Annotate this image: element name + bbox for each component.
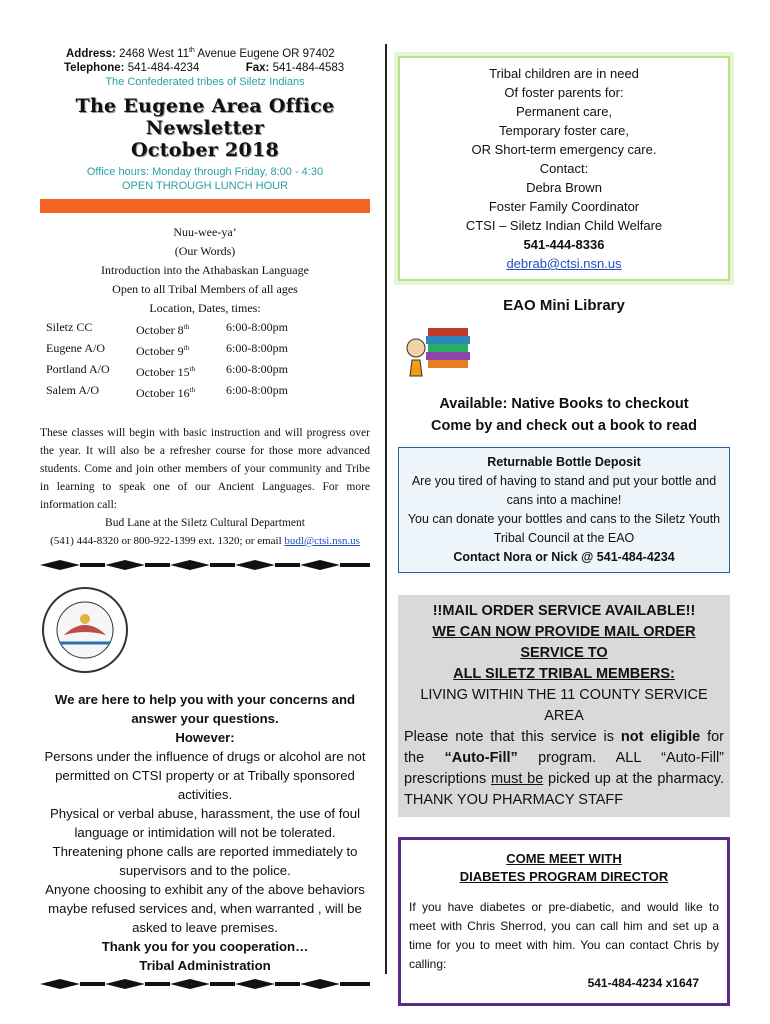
schedule-location: Salem A/O: [46, 382, 99, 397]
bottle-deposit-box: [398, 447, 730, 573]
language-class-info: [40, 223, 370, 318]
schedule-date: October 8th: [136, 322, 190, 337]
auto-fill-label: “Auto-Fill”: [444, 750, 518, 766]
schedule-time: 6:00-8:00pm: [226, 319, 288, 334]
library-available: Available: Native Books to checkout: [439, 396, 689, 412]
foster-line: Permanent care,: [515, 104, 613, 119]
tribe-name: The Confederated tribes of Siletz Indians: [105, 75, 305, 88]
notice-however: However:: [175, 729, 235, 745]
schedule-time: 6:00-8:00pm: [226, 340, 288, 355]
notice-signature: Tribal Administration: [139, 957, 271, 973]
class-audience: Open to all Tribal Members of all ages: [112, 281, 298, 296]
schedule-location: Portland A/O: [46, 361, 110, 376]
address-sup: th: [188, 47, 195, 54]
library-invite: Come by and check out a book to read: [431, 418, 697, 434]
foster-line: Of foster parents for:: [504, 85, 624, 100]
class-email-link[interactable]: budl@ctsi.nsn.us: [284, 534, 360, 547]
tribal-border-top: [40, 558, 370, 572]
conduct-notice: [40, 690, 370, 975]
class-description: These classes will begin with basic instruction and will progress over the year. It will also be a refresher course for those more advanced students. Come and join other members of your community and Tribe in learning to speak one of our Ancient Languages. For more information call:: [40, 426, 370, 511]
library-title: EAO Mini Library: [503, 297, 625, 314]
notice-phone-calls: Threatening phone calls are reported immediately to supervisors and to the police.: [52, 843, 358, 878]
tribal-border-bottom: [40, 977, 370, 991]
notice-abuse: Physical or verbal abuse, harassment, the use of foul language or intimidation will not be tolerated.: [49, 805, 361, 840]
foster-line: Contact:: [539, 161, 589, 176]
fax-label: Fax:: [245, 61, 270, 74]
schedule-time: 6:00-8:00pm: [226, 361, 288, 376]
foster-line: Tribal children are in need: [489, 66, 639, 81]
schedule-date: October 9th: [136, 343, 190, 358]
bottle-donate: You can donate your bottles and cans to the Siletz Youth Tribal Council at the EAO: [407, 512, 721, 545]
schedule-time: 6:00-8:00pm: [226, 382, 288, 397]
foster-phone: 541-444-8336: [523, 237, 605, 252]
address-value: 2468 West 11: [119, 47, 189, 60]
bottle-title: Returnable Bottle Deposit: [487, 455, 641, 469]
class-subtitle: (Our Words): [174, 243, 236, 258]
phone-line: [40, 61, 370, 75]
mail-order-box: [398, 595, 730, 817]
diabetes-title: COME MEET WITH: [506, 851, 622, 866]
class-title: Nuu-wee-ya’: [173, 224, 237, 239]
foster-line: Debra Brown: [526, 180, 602, 195]
address-label: Address:: [66, 47, 116, 60]
class-intro: Introduction into the Athabaskan Language: [101, 262, 309, 277]
right-column: [398, 52, 730, 1006]
newsletter-title: The Eugene Area Office Newsletter: [75, 94, 335, 139]
schedule-location: Siletz CC: [46, 319, 93, 334]
foster-line: OR Short-term emergency care.: [471, 142, 657, 157]
foster-line: CTSI – Siletz Indian Child Welfare: [465, 218, 663, 233]
class-schedule-heading: Location, Dates, times:: [149, 300, 261, 315]
mail-service: WE CAN NOW PROVIDE MAIL ORDER SERVICE TO: [432, 624, 696, 661]
books-icon: [398, 320, 488, 380]
mail-members: ALL SILETZ TRIBAL MEMBERS:: [453, 666, 675, 682]
notice-refusal: Anyone choosing to exhibit any of the above behaviors maybe refused services and, when warranted , will be asked to leave premises.: [45, 881, 365, 935]
address-line: [40, 44, 370, 61]
class-schedule: [46, 318, 370, 402]
not-eligible: not eligible: [620, 729, 701, 745]
lunch-hours: OPEN THROUGH LUNCH HOUR: [121, 179, 289, 192]
schedule-date: October 16th: [136, 385, 196, 400]
newsletter-month: October 2018: [130, 138, 280, 161]
class-phones: (541) 444-8320 or 800-922-1399 ext. 1320; or email budl@ctsi.nsn.us: [50, 534, 360, 547]
notice-intro: We are here to help you with your concerns and answer your questions.: [54, 691, 356, 726]
foster-line: Foster Family Coordinator: [488, 199, 640, 214]
schedule-location: Eugene A/O: [46, 340, 105, 355]
office-hours: Office hours: Monday through Friday, 8:00 - 4:30: [86, 165, 324, 178]
fax-value: 541-484-4583: [272, 61, 345, 74]
notice-drugs: Persons under the influence of drugs or alcohol are not permitted on CTSI property or at Tribally sponsored activities.: [44, 748, 366, 802]
notice-thanks: Thank you for you cooperation…: [101, 938, 309, 954]
orange-divider: [40, 199, 370, 213]
foster-care-box: [398, 56, 730, 281]
tribal-seal-logo: [40, 585, 130, 675]
diabetes-subtitle: DIABETES PROGRAM DIRECTOR: [459, 869, 669, 884]
bottle-body: Are you tired of having to stand and put your bottle and cans into a machine!: [411, 474, 717, 507]
must-be: must be: [490, 771, 544, 787]
column-divider: [385, 44, 387, 974]
bottle-contact: Contact Nora or Nick @ 541-484-4234: [453, 550, 675, 564]
class-contact: Bud Lane at the Siletz Cultural Department: [105, 516, 305, 529]
diabetes-body: If you have diabetes or pre-diabetic, and would like to meet with Chris Sherrod, you can call him and set up a time for you to meet with him. You can contact Chris by calling:: [409, 900, 719, 971]
diabetes-phone: 541-484-4234 x1647: [587, 976, 699, 990]
phone-value: 541-484-4234: [127, 61, 200, 74]
foster-email-link[interactable]: debrab@ctsi.nsn.us: [506, 256, 622, 271]
left-column: [40, 44, 370, 1004]
mail-note: Please note that this service is not eligible for the “Auto-Fill” program. ALL “Auto-Fill” prescriptions must be picked up at the pharmacy. THANK YOU PHARMACY STAFF: [404, 729, 725, 808]
phone-label: Telephone:: [64, 61, 125, 74]
mail-area: LIVING WITHIN THE 11 COUNTY SERVICE AREA: [420, 687, 708, 724]
mail-headline: !!MAIL ORDER SERVICE AVAILABLE!!: [432, 603, 696, 619]
diabetes-box: [398, 837, 730, 1006]
schedule-date: October 15th: [136, 364, 196, 379]
foster-line: Temporary foster care,: [498, 123, 630, 138]
address-rest: Avenue Eugene OR 97402: [197, 47, 335, 60]
